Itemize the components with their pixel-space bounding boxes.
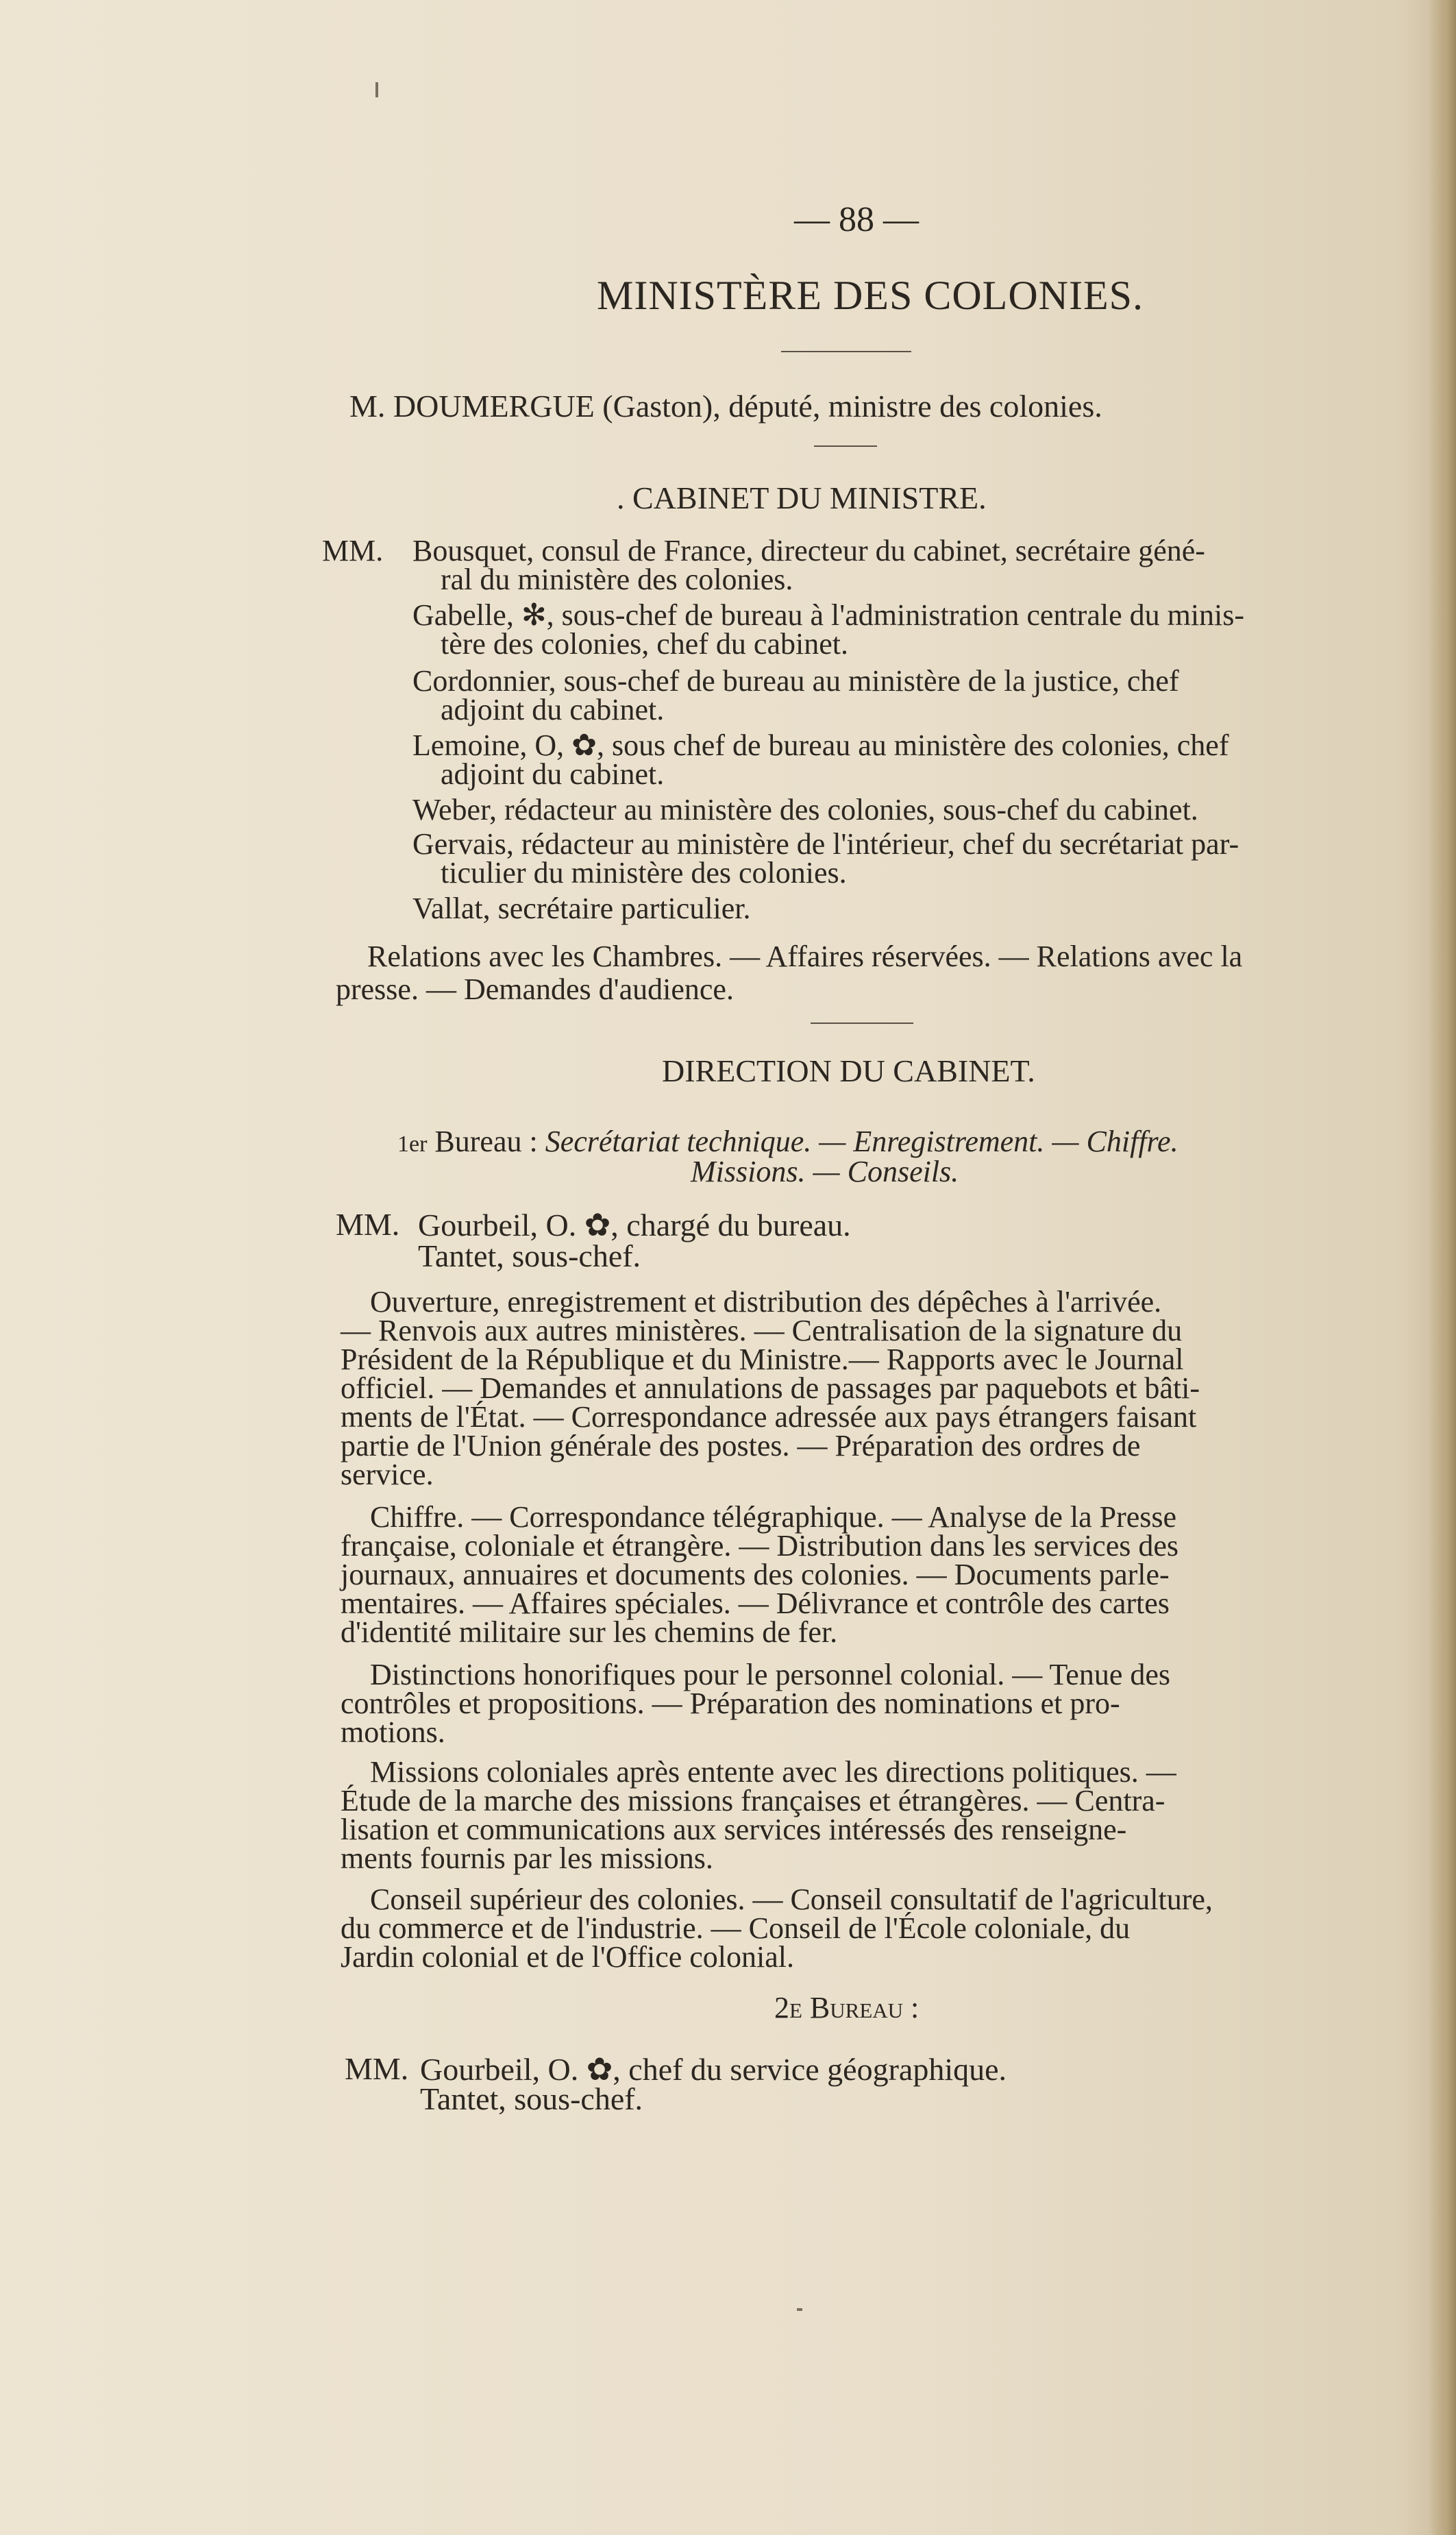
- bureau2-heading: 2e Bureau :: [774, 1991, 920, 2024]
- minister-line: M. DOUMERGUE (Gaston), député, ministre des colonies.: [349, 389, 1102, 424]
- cabinet-line: Gervais, rédacteur au ministère de l'intérieur, chef du secrétariat par-: [412, 827, 1239, 861]
- body-line: — Renvois aux autres ministères. — Centralisation de la signature du: [341, 1314, 1183, 1347]
- body-line: du commerce et de l'industrie. — Conseil de l'École coloniale, du: [341, 1911, 1131, 1945]
- cabinet-heading: . CABINET DU MINISTRE.: [617, 480, 987, 515]
- body-line: ments de l'État. — Correspondance adressée aux pays étrangers faisant: [341, 1400, 1197, 1434]
- minister-rule: [814, 445, 877, 447]
- cabinet-line: ticulier du ministère des colonies.: [441, 856, 847, 890]
- bureau1-label: Bureau :: [434, 1125, 538, 1158]
- bureau1-subtitle: Secrétariat technique. — Enregistrement. — Chiffre.: [545, 1125, 1179, 1158]
- cabinet-line: Cordonnier, sous-chef de bureau au ministère de la justice, chef: [412, 664, 1179, 698]
- body-line: lisation et communications aux services intéressés des renseigne-: [341, 1813, 1127, 1846]
- page-number: — 88 —: [794, 200, 919, 239]
- cabinet-line: ral du ministère des colonies.: [441, 563, 793, 596]
- bureau2-staff: Tantet, sous-chef.: [420, 2081, 643, 2116]
- cabinet-line: tère des colonies, chef du cabinet.: [441, 627, 848, 661]
- page-edge-shadow: [1429, 0, 1456, 2535]
- body-line: mentaires. — Affaires spéciales. — Délivrance et contrôle des cartes: [341, 1587, 1170, 1620]
- bureau1-staff: Gourbeil, O. ✿, chargé du bureau.: [418, 1208, 851, 1242]
- body-line: Étude de la marche des missions françaises et étrangères. — Centra-: [341, 1784, 1165, 1817]
- body-line: motions.: [341, 1715, 445, 1749]
- bureau1-subtitle-2: Missions. — Conseils.: [691, 1155, 959, 1188]
- page-title: MINISTÈRE DES COLONIES.: [597, 273, 1144, 318]
- body-line: Distinctions honorifiques pour le personnel colonial. — Tenue des: [370, 1658, 1170, 1691]
- body-line: service.: [341, 1458, 434, 1491]
- stray-mark: [375, 82, 378, 97]
- relations-line: Relations avec les Chambres. — Affaires réservées. — Relations avec la: [367, 940, 1243, 973]
- cabinet-line: Bousquet, consul de France, directeur du cabinet, secrétaire géné-: [412, 534, 1205, 567]
- relations-line: presse. — Demandes d'audience.: [336, 972, 734, 1006]
- bureau1-staff: Tantet, sous-chef.: [418, 1238, 641, 1273]
- cabinet-line: adjoint du cabinet.: [441, 693, 665, 726]
- body-line: Conseil supérieur des colonies. — Conseil consultatif de l'agriculture,: [370, 1883, 1213, 1916]
- body-line: Ouverture, enregistrement et distribution des dépêches à l'arrivée.: [370, 1285, 1162, 1319]
- bureau2-mm: MM.: [345, 2051, 409, 2086]
- body-line: contrôles et propositions. — Préparation des nominations et pro-: [341, 1687, 1120, 1720]
- body-line: Missions coloniales après entente avec les directions politiques. —: [370, 1755, 1176, 1789]
- body-line: d'identité militaire sur les chemins de fer.: [341, 1615, 838, 1649]
- cabinet-line: Lemoine, O, ✿, sous chef de bureau au ministère des colonies, chef: [412, 728, 1229, 762]
- cabinet-line: Weber, rédacteur au ministère des colonies, sous-chef du cabinet.: [412, 793, 1198, 826]
- cabinet-line: Vallat, secrétaire particulier.: [412, 892, 751, 925]
- body-line: journaux, annuaires et documents des colonies. — Documents parle-: [341, 1558, 1170, 1591]
- body-line: Président de la République et du Ministre.— Rapports avec le Journal: [341, 1343, 1184, 1376]
- stray-mark: [797, 2308, 802, 2311]
- body-line: Chiffre. — Correspondance télégraphique. — Analyse de la Presse: [370, 1500, 1177, 1534]
- body-line: Jardin colonial et de l'Office colonial.: [341, 1940, 794, 1974]
- bureau2-staff: Gourbeil, O. ✿, chef du service géographique.: [420, 2052, 1007, 2087]
- direction-heading: DIRECTION DU CABINET.: [662, 1053, 1035, 1088]
- body-line: officiel. — Demandes et annulations de passages par paquebots et bâti-: [341, 1371, 1200, 1405]
- body-line: française, coloniale et étrangère. — Distribution dans les services des: [341, 1529, 1179, 1563]
- cabinet-line: Gabelle, ✻, sous-chef de bureau à l'administration centrale du minis-: [412, 598, 1245, 632]
- title-rule: [781, 351, 911, 352]
- cabinet-line: adjoint du cabinet.: [441, 757, 665, 791]
- cabinet-rule: [811, 1022, 913, 1024]
- bureau1-mm: MM.: [336, 1207, 400, 1242]
- body-line: ments fournis par les missions.: [341, 1841, 713, 1875]
- bureau1-prefix: 1er: [397, 1131, 428, 1157]
- body-line: partie de l'Union générale des postes. — Préparation des ordres de: [341, 1429, 1141, 1462]
- cabinet-mm: MM.: [322, 534, 384, 567]
